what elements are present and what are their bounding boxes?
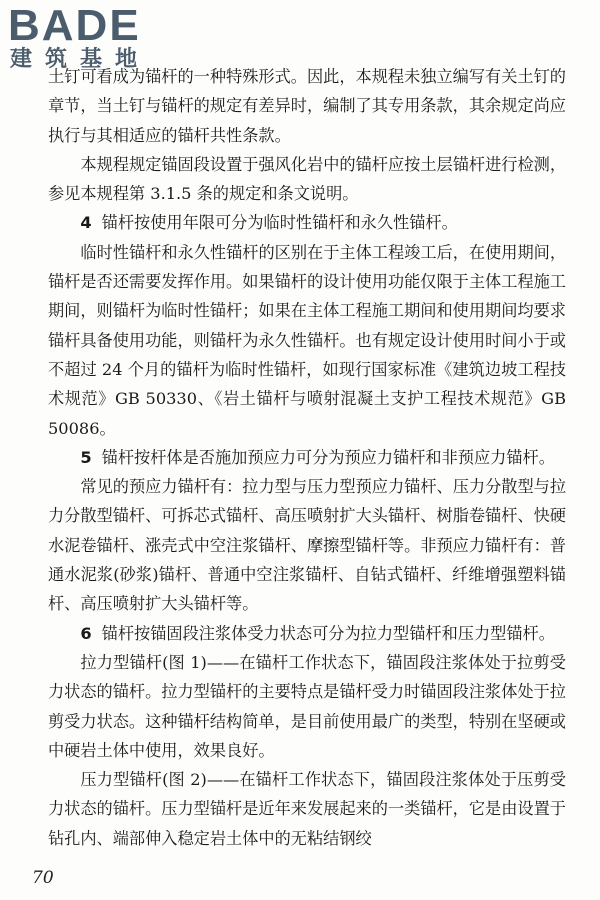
paragraph-2	[48, 150, 566, 209]
paragraph-text: 压力型锚杆(图 2)——在锚杆工作状态下，锚固段注浆体处于压剪受力状态的锚杆。压力型锚杆是近年来发展起来的一类锚杆，它是由设置于钻孔内、端部伸入稳定岩土体中的无粘结钢绞	[48, 770, 566, 848]
paragraph-text: 临时性锚杆和永久性锚杆的区别在于主体工程竣工后，在使用期间，锚杆是否还需要发挥作用。如果锚杆的设计使用功能仅限于主体工程施工期间，则锚杆为临时性锚杆；如果在主体工程施工期间和使用期间均要求锚杆具备使用功能，则锚杆为永久性锚杆。也有规定设计使用时间小于或不超过 24 个月的锚杆为临时性锚杆，如现行国家标准《建筑边坡工程技术规范》GB 50330、《岩土锚杆与喷射混凝土支护工程技术规范》GB 50086。	[48, 242, 567, 438]
logo-sub-text: 建筑基地	[10, 47, 151, 72]
paragraph-text: 本规程规定锚固段设置于强风化岩中的锚杆应按土层锚杆进行检测，参见本规程第 3.1.5 条的规定和条文说明。	[48, 154, 567, 204]
body-text	[48, 62, 566, 853]
clause-text: 锚杆按使用年限可分为临时性锚杆和永久性锚杆。	[101, 213, 458, 233]
clause-4-heading	[48, 208, 566, 237]
clause-6-heading	[48, 619, 566, 648]
paragraph-8	[48, 648, 566, 765]
page-number: 70	[32, 868, 54, 888]
clause-text: 锚杆按锚固段注浆体受力状态可分为拉力型锚杆和压力型锚杆。	[101, 623, 555, 643]
clause-5-heading	[48, 443, 566, 472]
paragraph-4	[48, 238, 566, 443]
paragraph-9	[48, 765, 566, 853]
paragraph-text: 拉力型锚杆(图 1)——在锚杆工作状态下，锚固段注浆体处于拉剪受力状态的锚杆。拉力型锚杆的主要特点是锚杆受力时锚固段注浆体处于拉剪受力状态。这种锚杆结构简单，是目前使用最广的类型，特别在坚硬或中硬岩土体中使用，效果良好。	[48, 652, 566, 760]
clause-text: 锚杆按杆体是否施加预应力可分为预应力锚杆和非预应力锚杆。	[101, 447, 555, 467]
clause-number: 5	[80, 447, 92, 467]
paragraph-1	[48, 62, 566, 150]
clause-number: 6	[80, 623, 92, 643]
clause-number: 4	[80, 213, 92, 233]
paragraph-6	[48, 472, 566, 618]
paragraph-text: 土钉可看成为锚杆的一种特殊形式。因此，本规程未独立编写有关土钉的章节，当土钉与锚杆的规定有差异时，编制了其专用条款，其余规定尚应执行与其相适应的锚杆共性条款。	[48, 67, 566, 145]
paragraph-text: 常见的预应力锚杆有：拉力型与压力型预应力锚杆、压力分散型与拉力分散型锚杆、可拆芯式锚杆、高压喷射扩大头锚杆、树脂卷锚杆、快硬水泥卷锚杆、涨壳式中空注浆锚杆、摩擦型锚杆等。非预应力锚杆有：普通水泥浆(砂浆)锚杆、普通中空注浆锚杆、自钻式锚杆、纤维增强塑料锚杆、高压喷射扩大头锚杆等。	[48, 477, 567, 614]
logo-main-text: BADE	[8, 1, 141, 50]
